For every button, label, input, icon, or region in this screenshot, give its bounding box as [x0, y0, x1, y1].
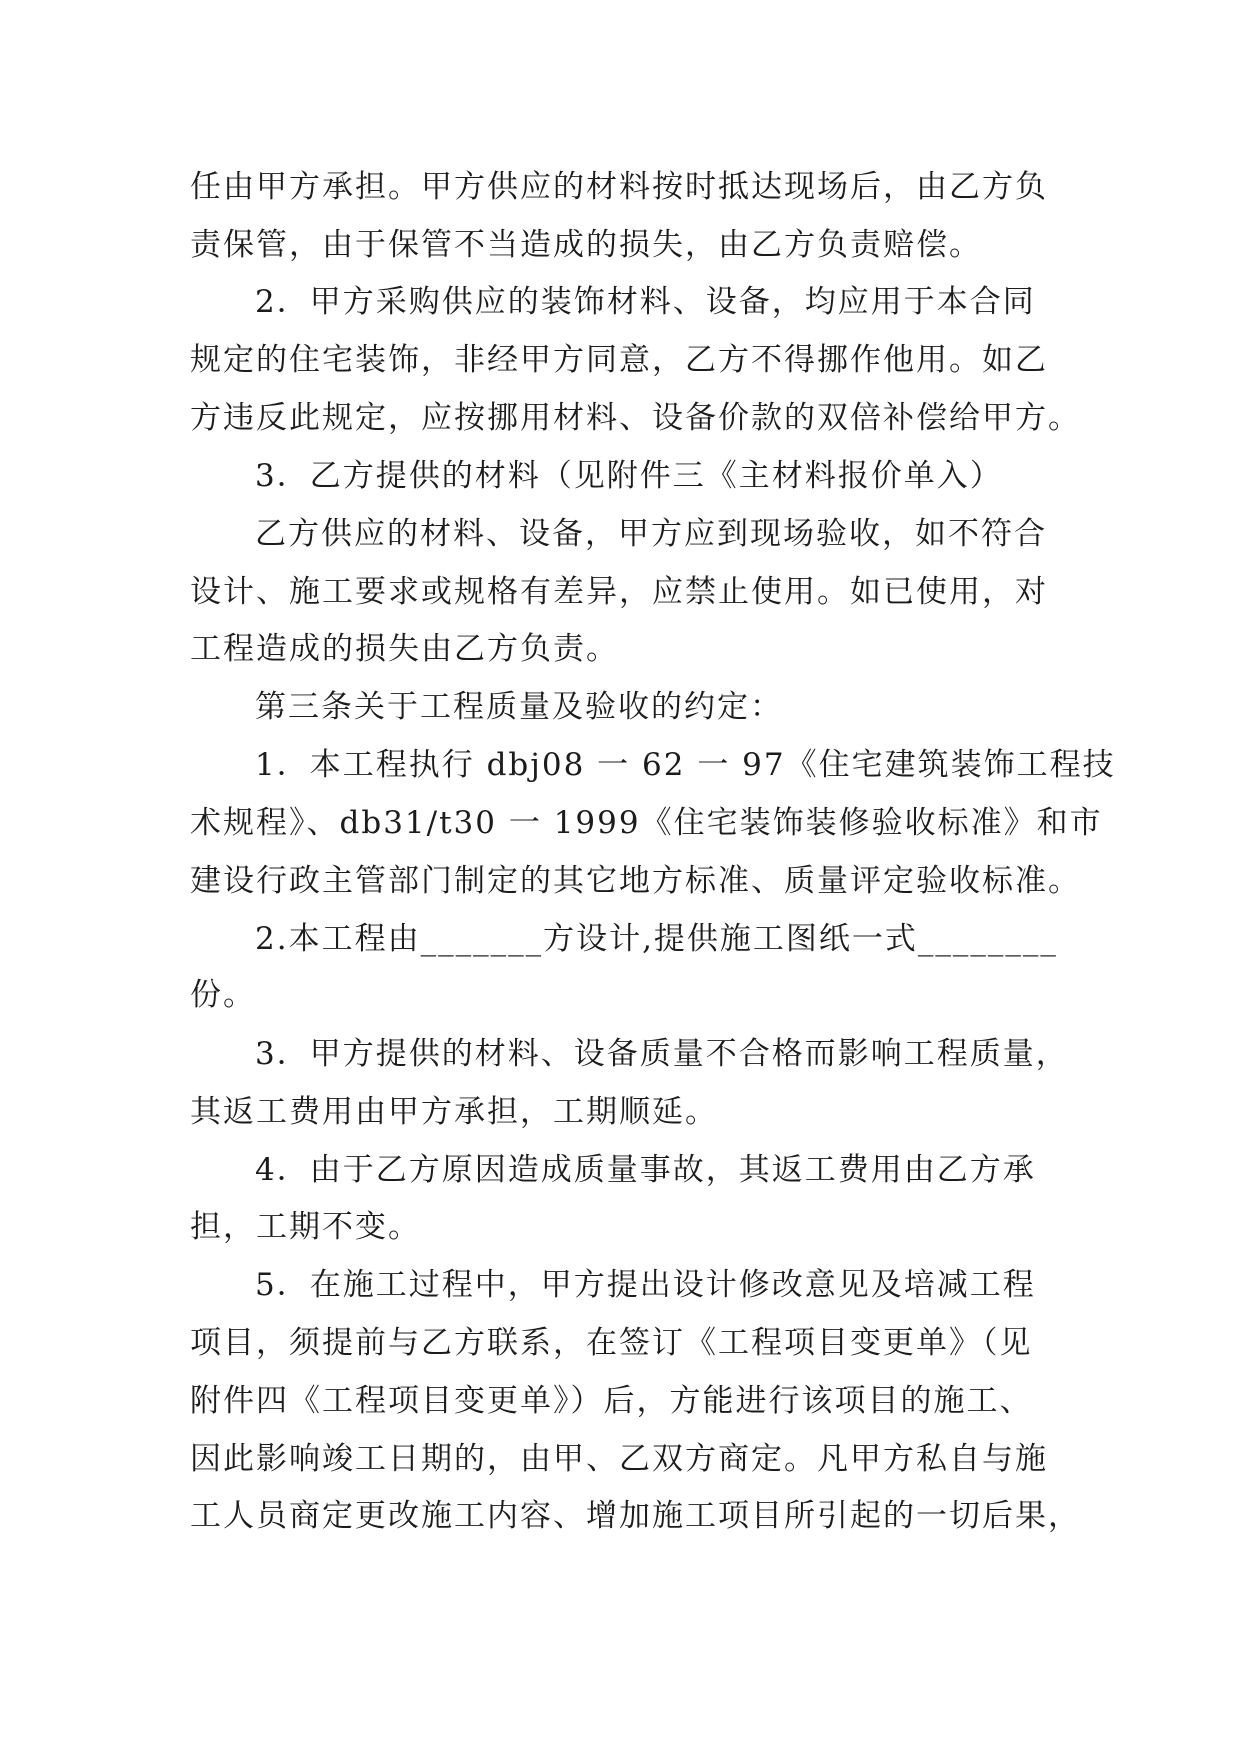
- text-line: 规定的住宅装饰，非经甲方同意，乙方不得挪作他用。如乙: [190, 342, 1048, 378]
- text-line: 责保管，由于保管不当造成的损失，由乙方负责赔偿。: [190, 227, 982, 263]
- text-line: 5．在施工过程中，甲方提出设计修改意见及培减工程: [255, 1267, 1036, 1303]
- text-line: 4．由于乙方原因造成质量事故，其返工费用由乙方承: [255, 1152, 1036, 1188]
- text-line: 2.本工程由_______方设计,提供施工图纸一式________: [255, 921, 1058, 957]
- text-line: 项目，须提前与乙方联系，在签订《工程项目变更单》（见: [190, 1325, 1033, 1361]
- text-line: 任由甲方承担。甲方供应的材料按时抵达现场后，由乙方负: [190, 169, 1048, 205]
- text-line: 2．甲方采购供应的装饰材料、设备，均应用于本合同: [255, 284, 1036, 320]
- text-line: 3．乙方提供的材料（见附件三《主材料报价单入）: [255, 458, 1003, 494]
- text-line: 份。: [190, 977, 256, 1013]
- text-line: 工程造成的损失由乙方负责。: [190, 631, 619, 667]
- text-line: 1．本工程执行 dbj08 一 62 一 97《住宅建筑装饰工程技: [255, 747, 1116, 783]
- text-line: 其返工费用由甲方承担，工期顺延。: [190, 1094, 718, 1130]
- text-line: 3．甲方提供的材料、设备质量不合格而影响工程质量，: [255, 1036, 1069, 1072]
- text-line: 建设行政主管部门制定的其它地方标准、质量评定验收标准。: [190, 863, 1081, 899]
- text-line: 附件四《工程项目变更单》）后，方能进行该项目的施工、: [190, 1383, 1033, 1419]
- text-line: 设计、施工要求或规格有差异，应禁止使用。如已使用，对: [190, 574, 1048, 610]
- text-line: 方违反此规定，应按挪用材料、设备价款的双倍补偿给甲方。: [190, 400, 1081, 436]
- text-line: 乙方供应的材料、设备，甲方应到现场验收，如不符合: [255, 516, 1047, 552]
- text-line: 术规程》、db31/t30 一 1999《住宅装饰装修验收标准》和市: [190, 805, 1103, 841]
- section-heading: 第三条关于工程质量及验收的约定：: [255, 689, 783, 725]
- text-line: 工人员商定更改施工内容、增加施工项目所引起的一切后果，: [190, 1498, 1081, 1534]
- text-line: 担，工期不变。: [190, 1209, 421, 1245]
- text-line: 因此影响竣工日期的，由甲、乙双方商定。凡甲方私自与施: [190, 1441, 1048, 1477]
